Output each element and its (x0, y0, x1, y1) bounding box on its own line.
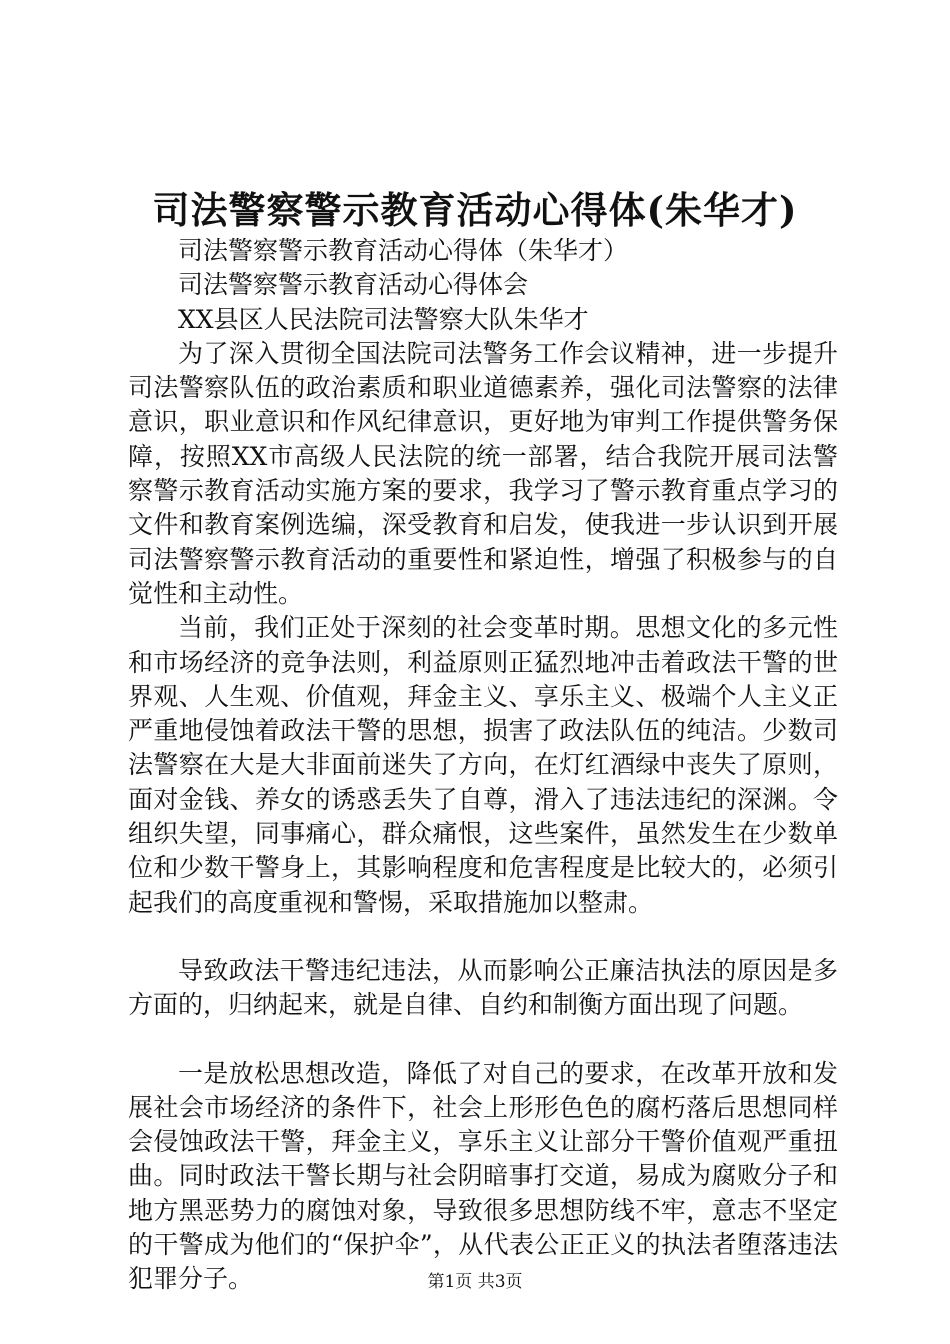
page-number-footer: 第1页 共3页 (427, 1272, 523, 1292)
paragraph-4: 一是放松思想改造，降低了对自己的要求，在改革开放和发展社会市场经济的条件下，社会上形形色色的腐朽落后思想同样会侵蚀政法干警，拜金主义，享乐主义让部分干警价值观严重扭曲。同时政法干警长期与社会阴暗事打交道，易成为腐败分子和地方黑恶势力的腐蚀对象，导致很多思想防线不牢，意志不坚定的干警成为他们的“保护伞”，从代表公正正义的执法者堕落违法犯罪分子。 (128, 1058, 838, 1294)
paragraph-spacer (128, 1023, 838, 1057)
header-line-2: 司法警察警示教育活动心得体会 (178, 270, 529, 300)
header-line-3: XX县区人民法院司法警察大队朱华才 (178, 304, 589, 334)
paragraph-2: 当前，我们正处于深刻的社会变革时期。思想文化的多元性和市场经济的竞争法则，利益原则正猛烈地冲击着政法干警的世界观、人生观、价值观，拜金主义、享乐主义、极端个人主义正严重地侵蚀着政法干警的思想，损害了政法队伍的纯洁。少数司法警察在大是大非面前迷失了方向，在灯红酒绿中丧失了原则，面对金钱、养女的诱惑丢失了自尊，滑入了违法违纪的深渊。令组织失望，同事痛心，群众痛恨，这些案件，虽然发生在少数单位和少数干警身上，其影响程度和危害程度是比较大的，必须引起我们的高度重视和警惕，采取措施加以整肃。 (128, 613, 838, 917)
paragraph-1: 为了深入贯彻全国法院司法警务工作会议精神，进一步提升司法警察队伍的政治素质和职业道德素养，强化司法警察的法律意识，职业意识和作风纪律意识，更好地为审判工作提供警务保障，按照XX市高级人民法院的统一部署，结合我院开展司法警察警示教育活动实施方案的要求，我学习了警示教育重点学习的文件和教育案例选编，深受教育和启发，使我进一步认识到开展司法警察警示教育活动的重要性和紧迫性，增强了积极参与的自觉性和主动性。 (128, 338, 838, 608)
document-title: 司法警察警示教育活动心得体(朱华才) (152, 188, 798, 232)
paragraph-3: 导致政法干警违纪违法，从而影响公正廉洁执法的原因是多方面的，归纳起来，就是自律、自约和制衡方面出现了问题。 (128, 955, 838, 1020)
paragraph-spacer (128, 920, 838, 954)
header-line-1: 司法警察警示教育活动心得体（朱华才） (178, 236, 629, 265)
document-body (128, 234, 838, 1297)
